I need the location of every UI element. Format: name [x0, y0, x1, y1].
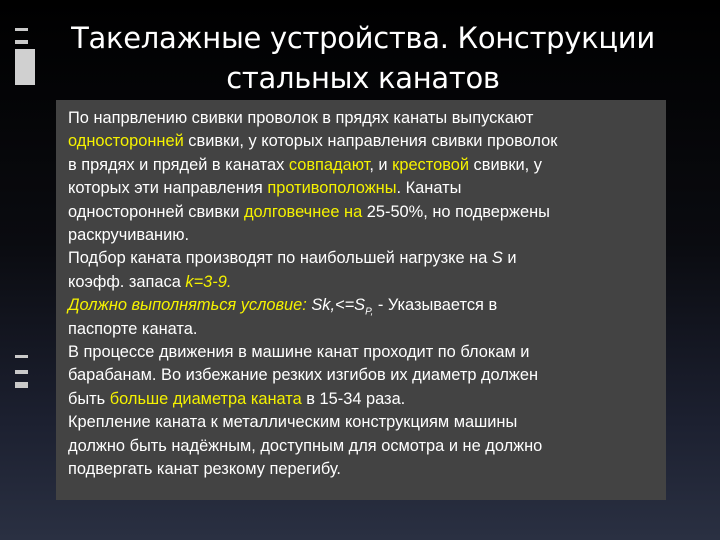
body-line: По напрвлению свивки проволок в прядях канаты выпускают: [68, 109, 534, 127]
body-line: [68, 201, 668, 224]
title-line-2: стальных канатов: [226, 61, 500, 95]
highlight-text: больше диаметра каната: [109, 389, 302, 408]
decor-bar-5: [15, 382, 28, 388]
body-line: В процессе движения в машине канат проходит по блокам и: [68, 343, 530, 362]
highlight-text: Должно выполняться условие:: [68, 296, 312, 315]
body-text: Подбор каната производят по наибольшей нагрузке на: [68, 249, 492, 268]
body-line: [68, 130, 668, 153]
body-text: свивки, у которых направления свивки проволок: [183, 132, 558, 151]
decor-block: [15, 49, 35, 85]
body-text: в 15-34 раза.: [301, 389, 406, 408]
body-text: свивки, у: [469, 155, 542, 174]
body-line: [68, 294, 668, 317]
body-text: которых эти направления: [68, 179, 268, 198]
body-text: , и: [369, 155, 393, 174]
decor-bar-1: [15, 28, 28, 31]
body-line: [68, 247, 668, 270]
highlight-text: долговечнее на: [243, 202, 363, 221]
body-line: паспорте каната.: [68, 319, 198, 338]
highlight-text: противоположны: [267, 179, 397, 198]
body-text: - Указывается в: [373, 296, 498, 315]
formula: Sk,<=S: [311, 296, 366, 315]
body-text: и: [502, 249, 517, 268]
title-line-1: Такелажные устройства. Конструкции: [71, 21, 655, 55]
decor-bar-4: [15, 370, 28, 374]
highlight-text: крестовой: [392, 155, 469, 174]
symbol-s: S: [491, 249, 503, 268]
formula-subscript: P,: [365, 306, 374, 318]
decor-bar-2: [15, 40, 28, 44]
body-line: [68, 388, 668, 411]
body-text: . Канаты: [396, 179, 462, 198]
body-line: [68, 177, 668, 200]
body-line: Крепление каната к металлическим конструкциям машины: [68, 413, 518, 432]
body-line: раскручиванию.: [68, 226, 190, 245]
body-line: [68, 271, 668, 294]
decor-bar-3: [15, 355, 28, 358]
slide-body: [68, 107, 668, 482]
body-text: в прядях и прядей в канатах: [68, 155, 289, 174]
body-line: [68, 154, 668, 177]
body-text: коэфф. запаса: [68, 272, 186, 291]
slide-title: [58, 18, 668, 98]
body-line: должно быть надёжным, доступным для осмотра и не должно: [68, 436, 543, 455]
highlight-text: односторонней: [68, 132, 184, 151]
body-line: барабанам. Во избежание резких изгибов их диаметр должен: [68, 366, 539, 385]
highlight-text: совпадают: [288, 155, 370, 174]
body-line: подвергать канат резкому перегибу.: [68, 460, 341, 479]
body-text: быть: [68, 389, 110, 408]
body-text: односторонней свивки: [68, 202, 244, 221]
body-text: 25-50%, но подвержены: [362, 202, 550, 221]
highlight-text: k=3-9.: [185, 272, 232, 291]
